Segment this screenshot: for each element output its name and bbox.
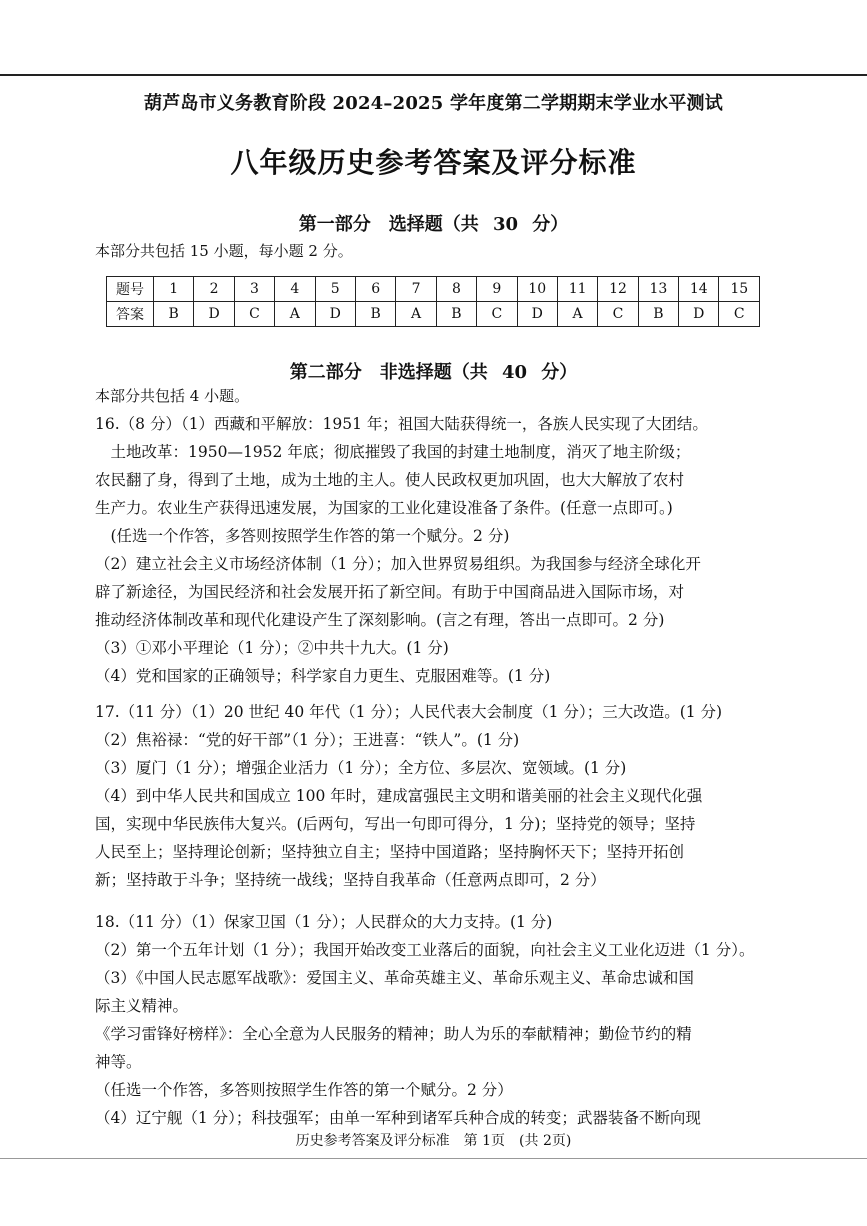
answer-cell: C (719, 302, 760, 327)
answer-line: 土地改革：1950—1952 年底；彻底摧毁了我国的封建土地制度，消灭了地主阶级； (95, 443, 691, 461)
question-number-cell: 5 (315, 277, 355, 302)
answer-line: 际主义精神。 (95, 997, 189, 1015)
answer-cell: C (477, 302, 517, 327)
question-18-answer (95, 908, 777, 1132)
answer-line: 推动经济体制改革和现代化建设产生了深刻影响。(言之有理，答出一点即可。2 分) (95, 611, 665, 629)
top-rule (0, 74, 867, 76)
question-17-answer (95, 698, 777, 894)
answer-line: （4）党和国家的正确领导；科学家自力更生、克服困难等。(1 分) (95, 667, 551, 685)
answer-cell: B (638, 302, 678, 327)
answer-cell: D (194, 302, 234, 327)
question-number-cell: 9 (477, 277, 517, 302)
question-number-cell: 3 (234, 277, 274, 302)
answer-line: （2）焦裕禄：“党的好干部”（1 分）；王进喜：“铁人”。(1 分) (95, 731, 520, 749)
question-number-cell: 2 (194, 277, 234, 302)
answer-line: 《学习雷锋好榜样》：全心全意为人民服务的精神；助人为乐的奉献精神；勤俭节约的精 (95, 1025, 692, 1043)
answer-line: 新；坚持敢于斗争；坚持统一战线；坚持自我革命（任意两点即可，2 分） (95, 871, 606, 889)
question-number-cell: 15 (719, 277, 760, 302)
question-number-cell: 12 (598, 277, 638, 302)
answer-row (107, 302, 760, 327)
page-bottom-edge (0, 1158, 867, 1159)
answer-line: 生产力。农业生产获得迅速发展，为国家的工业化建设准备了条件。(任意一点即可。) (95, 499, 673, 517)
answer-cell: C (234, 302, 274, 327)
answer-line: （任选一个作答，多答则按照学生作答的第一个赋分。2 分） (95, 1081, 513, 1099)
answer-line: 17.（11 分）（1）20 世纪 40 年代（1 分）；人民代表大会制度（1 分）；三大改造。(1 分) (95, 703, 723, 721)
answer-line: 人民至上；坚持理论创新；坚持独立自主；坚持中国道路；坚持胸怀天下；坚持开拓创 (95, 843, 685, 861)
answer-cell: D (517, 302, 557, 327)
answer-line: （2）第一个五年计划（1 分）；我国开始改变工业落后的面貌，向社会主义工业化迈进（1 分）。 (95, 941, 755, 959)
answer-line: （3）①邓小平理论（1 分）；②中共十九大。(1 分) (95, 639, 449, 657)
answer-line: （2）建立社会主义市场经济体制（1 分）；加入世界贸易组织。为我国参与经济全球化开 (95, 555, 701, 573)
question-number-cell: 8 (436, 277, 476, 302)
answer-line: (任选一个作答，多答则按照学生作答的第一个赋分。2 分) (95, 527, 510, 545)
answer-cell: C (598, 302, 638, 327)
answer-line: （3）厦门（1 分）；增强企业活力（1 分）；全方位、多层次、宽领域。(1 分) (95, 759, 627, 777)
question-number-cell: 14 (679, 277, 719, 302)
answer-cell: B (355, 302, 395, 327)
answer-cell: B (154, 302, 194, 327)
answer-line: 国，实现中华民族伟大复兴。(后两句，写出一句即可得分，1 分)；坚持党的领导；坚持 (95, 815, 696, 833)
part2-note: 本部分共包括 4 小题。 (95, 387, 250, 405)
question-number-cell: 11 (557, 277, 597, 302)
answer-cell: B (436, 302, 476, 327)
page-footer: 历史参考答案及评分标准 第 1页 (共 2页) (295, 1133, 572, 1149)
answer-table (106, 276, 760, 327)
answer-line: 18.（11 分）（1）保家卫国（1 分）；人民群众的大力支持。(1 分) (95, 913, 553, 931)
answer-line: 辟了新途径，为国民经济和社会发展开拓了新空间。有助于中国商品进入国际市场，对 (95, 583, 685, 601)
question-number-cell: 10 (517, 277, 557, 302)
question-number-row (107, 277, 760, 302)
question-number-cell: 4 (275, 277, 315, 302)
answer-cell: A (275, 302, 315, 327)
answer-line: 农民翻了身，得到了土地，成为土地的主人。使人民政权更加巩固，也大大解放了农村 (95, 471, 685, 489)
question-number-cell: 7 (396, 277, 436, 302)
answer-cell: D (315, 302, 355, 327)
answer-cell: D (679, 302, 719, 327)
answer-cell: A (396, 302, 436, 327)
question-number-cell: 1 (154, 277, 194, 302)
part1-note: 本部分共包括 15 小题，每小题 2 分。 (95, 242, 353, 260)
question-number-header: 题号 (107, 277, 154, 302)
answer-line: 16.（8 分）（1）西藏和平解放：1951 年；祖国大陆获得统一，各族人民实现了大团结。 (95, 415, 708, 433)
document-title: 八年级历史参考答案及评分标准 (230, 146, 637, 179)
question-16-answer (95, 410, 777, 690)
answer-line: 神等。 (95, 1053, 142, 1071)
question-number-cell: 13 (638, 277, 678, 302)
answer-line: （4）到中华人民共和国成立 100 年时，建成富强民主文明和谐美丽的社会主义现代化强 (95, 787, 703, 805)
part2-heading: 第二部分 非选择题（共 40 分） (289, 362, 578, 383)
exam-title: 葫芦岛市义务教育阶段 2024–2025 学年度第二学期期末学业水平测试 (144, 93, 723, 114)
part1-heading: 第一部分 选择题（共 30 分） (298, 214, 569, 235)
answer-header: 答案 (107, 302, 154, 327)
answer-cell: A (557, 302, 597, 327)
answer-line: （3）《中国人民志愿军战歌》：爱国主义、革命英雄主义、革命乐观主义、革命忠诚和国 (95, 969, 694, 987)
answer-line: （4）辽宁舰（1 分）；科技强军；由单一军种到诸军兵种合成的转变；武器装备不断向现 (95, 1109, 701, 1127)
question-number-cell: 6 (355, 277, 395, 302)
